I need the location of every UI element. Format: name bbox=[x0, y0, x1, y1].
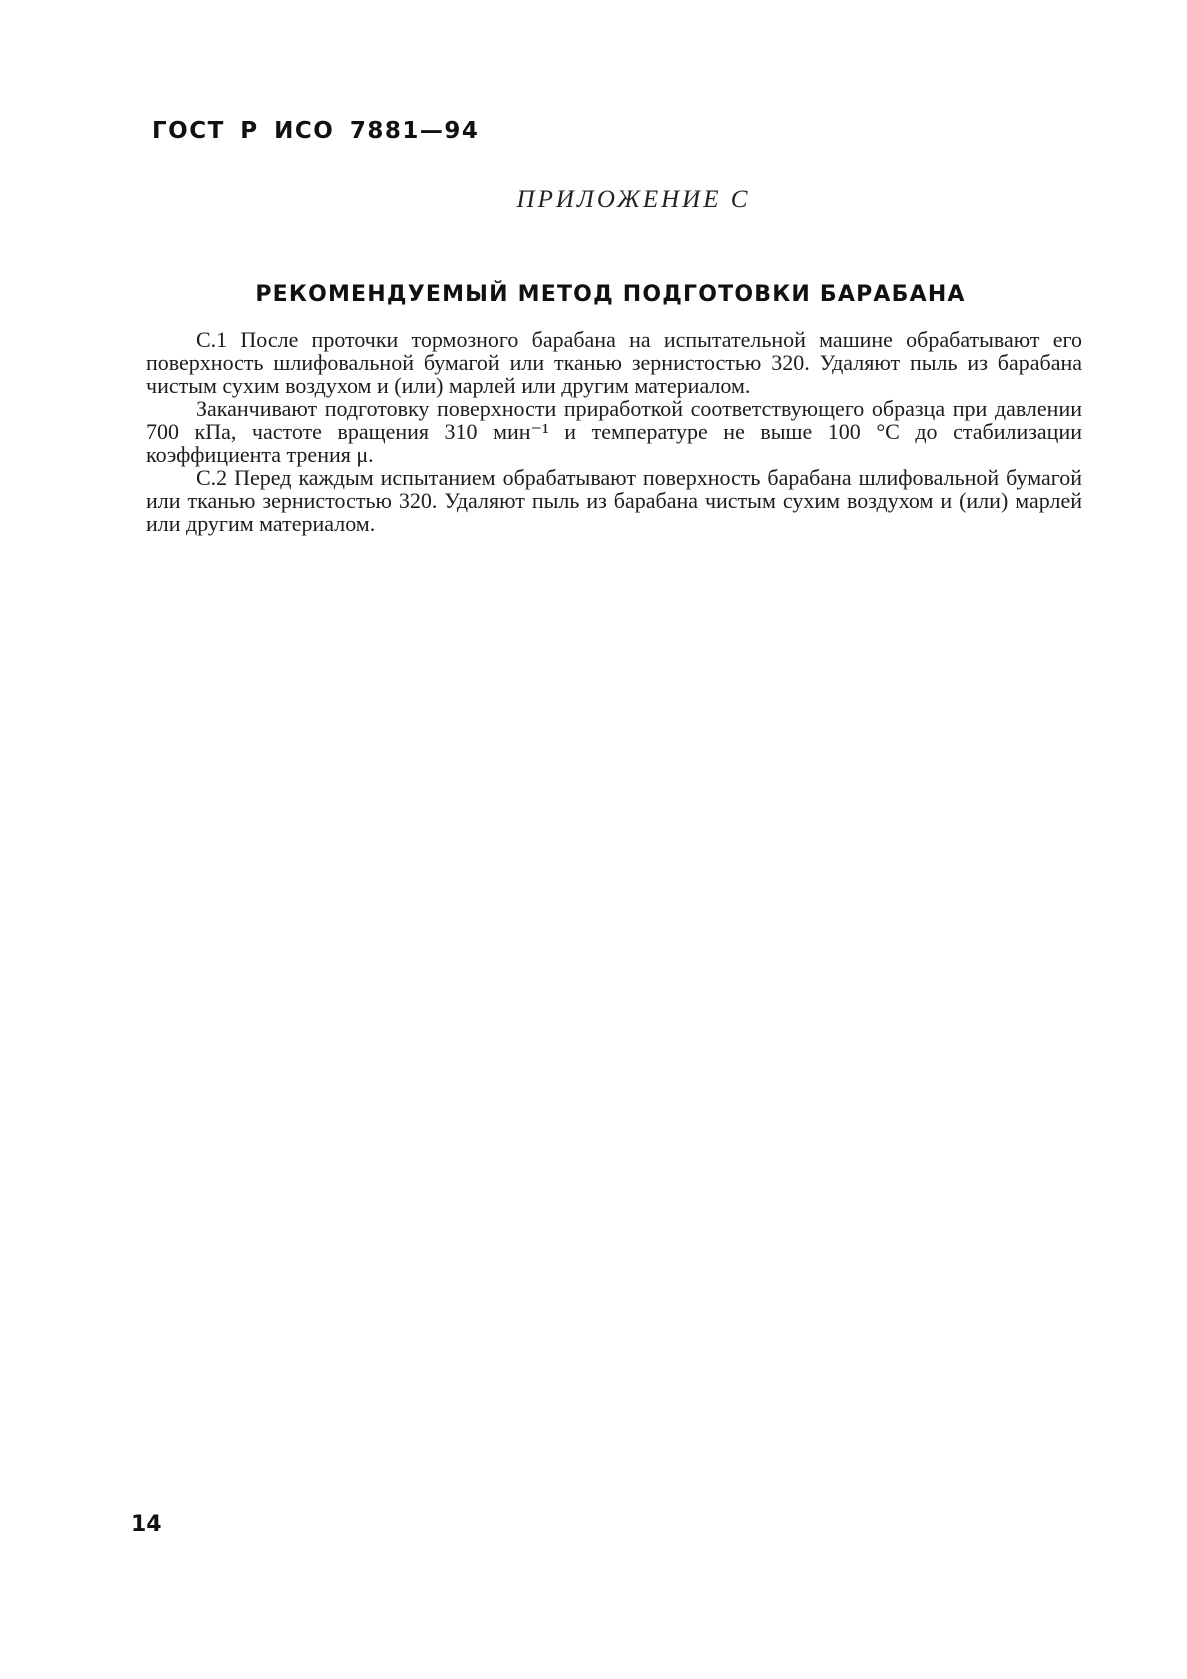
paragraph-c1: С.1 После проточки тормозного барабана на испытательной машине обрабатывают его поверхность шлифовальной бумагой или тканью зернистостью 320. Удаляют пыль из барабана чистым сухим воздухом и (или) марлей или другим материалом. bbox=[146, 327, 1082, 398]
section-heading: РЕКОМЕНДУЕМЫЙ МЕТОД ПОДГОТОВКИ БАРАБАНА bbox=[255, 282, 966, 307]
page-number: 14 bbox=[131, 1512, 162, 1537]
paragraph-c2: С.2 Перед каждым испытанием обрабатывают поверхность барабана шлифовальной бумагой или тканью зернистостью 320. Удаляют пыль из барабана чистым сухим воздухом и (или) марлей или другим материалом. bbox=[146, 465, 1082, 536]
paragraph-c1-continued: Заканчивают подготовку поверхности приработкой соответствующего образца при давлении 700 кПа, частоте вращения 310 мин⁻¹ и температуре не выше 100 °С до стабилизации коэффициента трения μ. bbox=[146, 396, 1082, 467]
body-text bbox=[146, 328, 1082, 535]
document-code: ГОСТ Р ИСО 7881—94 bbox=[152, 118, 480, 144]
appendix-title: ПРИЛОЖЕНИЕ С bbox=[516, 186, 751, 213]
